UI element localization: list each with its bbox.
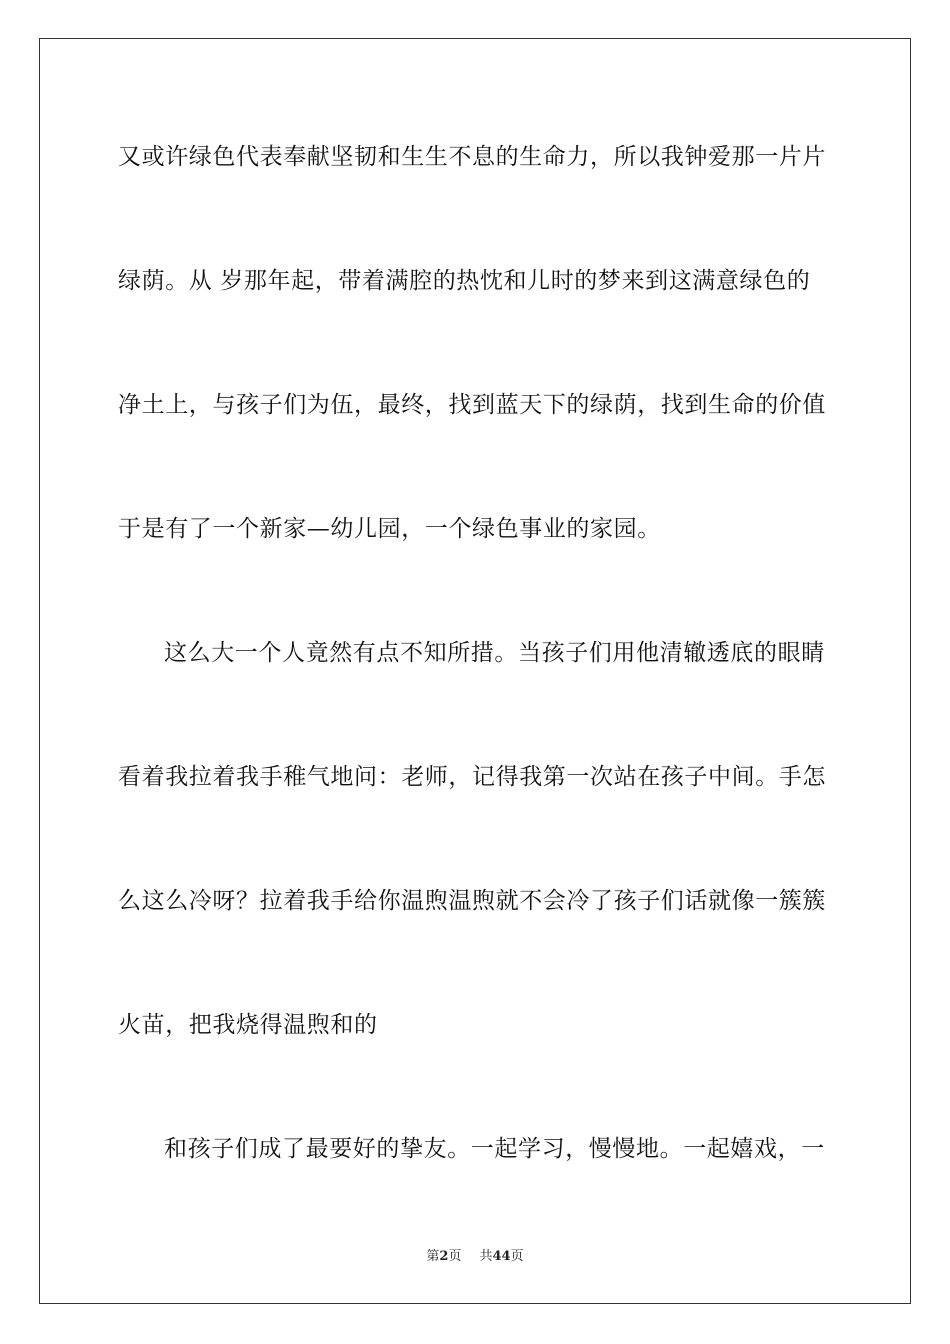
page-suffix: 页: [448, 1249, 462, 1264]
page-footer: [0, 1248, 950, 1266]
page-number: 2: [439, 1249, 449, 1264]
paragraph-line-5: 这么大一个人竟然有点不知所措。当孩子们用他清辙透底的眼睛: [164, 640, 825, 666]
paragraph-line-3: 净土上，与孩子们为伍，最终，找到蓝天下的绿荫，找到生命的价值: [118, 392, 826, 418]
paragraph-line-6: 看着我拉着我手稚气地问：老师，记得我第一次站在孩子中间。手怎: [118, 764, 826, 790]
page-prefix: 第: [426, 1249, 440, 1264]
total-pages: 44: [492, 1249, 511, 1264]
paragraph-line-1: 又或许绿色代表奉献坚韧和生生不息的生命力，所以我钟爱那一片片: [118, 144, 826, 170]
total-suffix: 页: [510, 1249, 524, 1264]
page-border: [39, 38, 911, 1304]
paragraph-line-2: 绿荫。从 岁那年起，带着满腔的热忱和儿时的梦来到这满意绿色的: [118, 268, 811, 294]
paragraph-line-9: 和孩子们成了最要好的挚友。一起学习，慢慢地。一起嬉戏，一: [164, 1136, 825, 1162]
total-prefix: 共: [479, 1249, 493, 1264]
paragraph-line-4: 于是有了一个新家—幼儿园，一个绿色事业的家园。: [118, 516, 661, 542]
paragraph-line-8: 火苗，把我烧得温煦和的: [118, 1012, 378, 1038]
paragraph-line-7: 么这么冷呀？拉着我手给你温煦温煦就不会冷了孩子们话就像一簇簇: [118, 888, 826, 914]
